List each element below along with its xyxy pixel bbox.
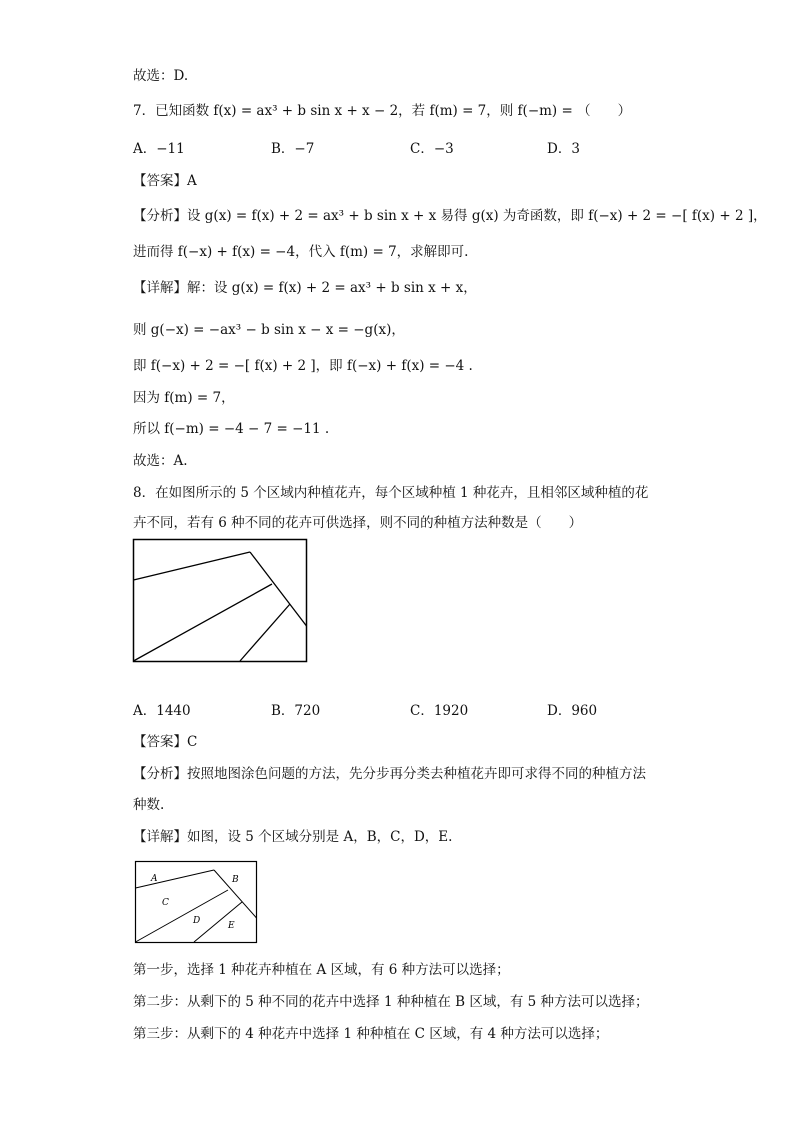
region-label-a: A: [151, 874, 158, 884]
q7-option-a: A．−11: [133, 141, 185, 157]
answer-label: 【答案】C: [133, 734, 198, 750]
solution-line: 【详解】如图，设 5 个区域分别是 A，B，C，D，E.: [133, 829, 453, 845]
text-line: 故选：D.: [133, 68, 189, 84]
analysis-line: 【分析】设 g(x) = f(x) + 2 = ax³ + b sin x + x 易得 g(x) 为奇函数，即 f(−x) + 2 = −[ f(x) + 2 ]，: [133, 208, 767, 224]
region-label-d: D: [193, 916, 201, 926]
region-label-c: C: [162, 898, 169, 908]
solution-step: 第三步：从剩下的 4 种花卉中选择 1 种种植在 C 区域，有 4 种方法可以选择；: [133, 1026, 609, 1042]
solution-line: 则 g(−x) = −ax³ − b sin x − x = −g(x)，: [133, 322, 405, 338]
solution-line: 【详解】解：设 g(x) = f(x) + 2 = ax³ + b sin x + x，: [133, 280, 477, 296]
q8-option-b: B．720: [271, 703, 321, 719]
labeled-region-figure: [134, 860, 258, 944]
solution-line: 因为 f(m) = 7，: [133, 390, 235, 406]
analysis-line: 进而得 f(−x) + f(x) = −4，代入 f(m) = 7，求解即可.: [133, 244, 469, 260]
solution-line: 即 f(−x) + 2 = −[ f(x) + 2 ]，即 f(−x) + f(x) = −4 .: [133, 358, 473, 374]
region-label-e: E: [228, 921, 235, 931]
question-7: 7．已知函数 f(x) = ax³ + b sin x + x − 2，若 f(m) = 7，则 f(−m) = （ ）: [133, 103, 632, 119]
q7-option-b: B．−7: [271, 141, 315, 157]
question-8: 卉不同，若有 6 种不同的花卉可供选择，则不同的种植方法种数是（ ）: [133, 515, 583, 531]
analysis-line: 【分析】按照地图涂色问题的方法，先分步再分类去种植花卉即可求得不同的种植方法: [133, 766, 646, 782]
q8-option-d: D．960: [547, 703, 598, 719]
q8-option-c: C．1920: [410, 703, 469, 719]
region-label-b: B: [232, 875, 239, 885]
q7-option-d: D．3: [547, 141, 580, 157]
analysis-line: 种数.: [133, 797, 165, 813]
q8-option-a: A．1440: [133, 703, 191, 719]
solution-line: 所以 f(−m) = −4 − 7 = −11 .: [133, 421, 330, 437]
text-line: 故选：A.: [133, 453, 188, 469]
answer-label: 【答案】A: [133, 173, 197, 189]
question-8: 8．在如图所示的 5 个区域内种植花卉，每个区域种植 1 种花卉，且相邻区域种植的花: [133, 485, 649, 501]
q7-option-c: C．−3: [410, 141, 454, 157]
solution-step: 第二步：从剩下的 5 种不同的花卉中选择 1 种种植在 B 区域，有 5 种方法可以选择；: [133, 994, 649, 1010]
solution-step: 第一步，选择 1 种花卉种植在 A 区域，有 6 种方法可以选择；: [133, 962, 510, 978]
region-figure: [132, 538, 308, 663]
